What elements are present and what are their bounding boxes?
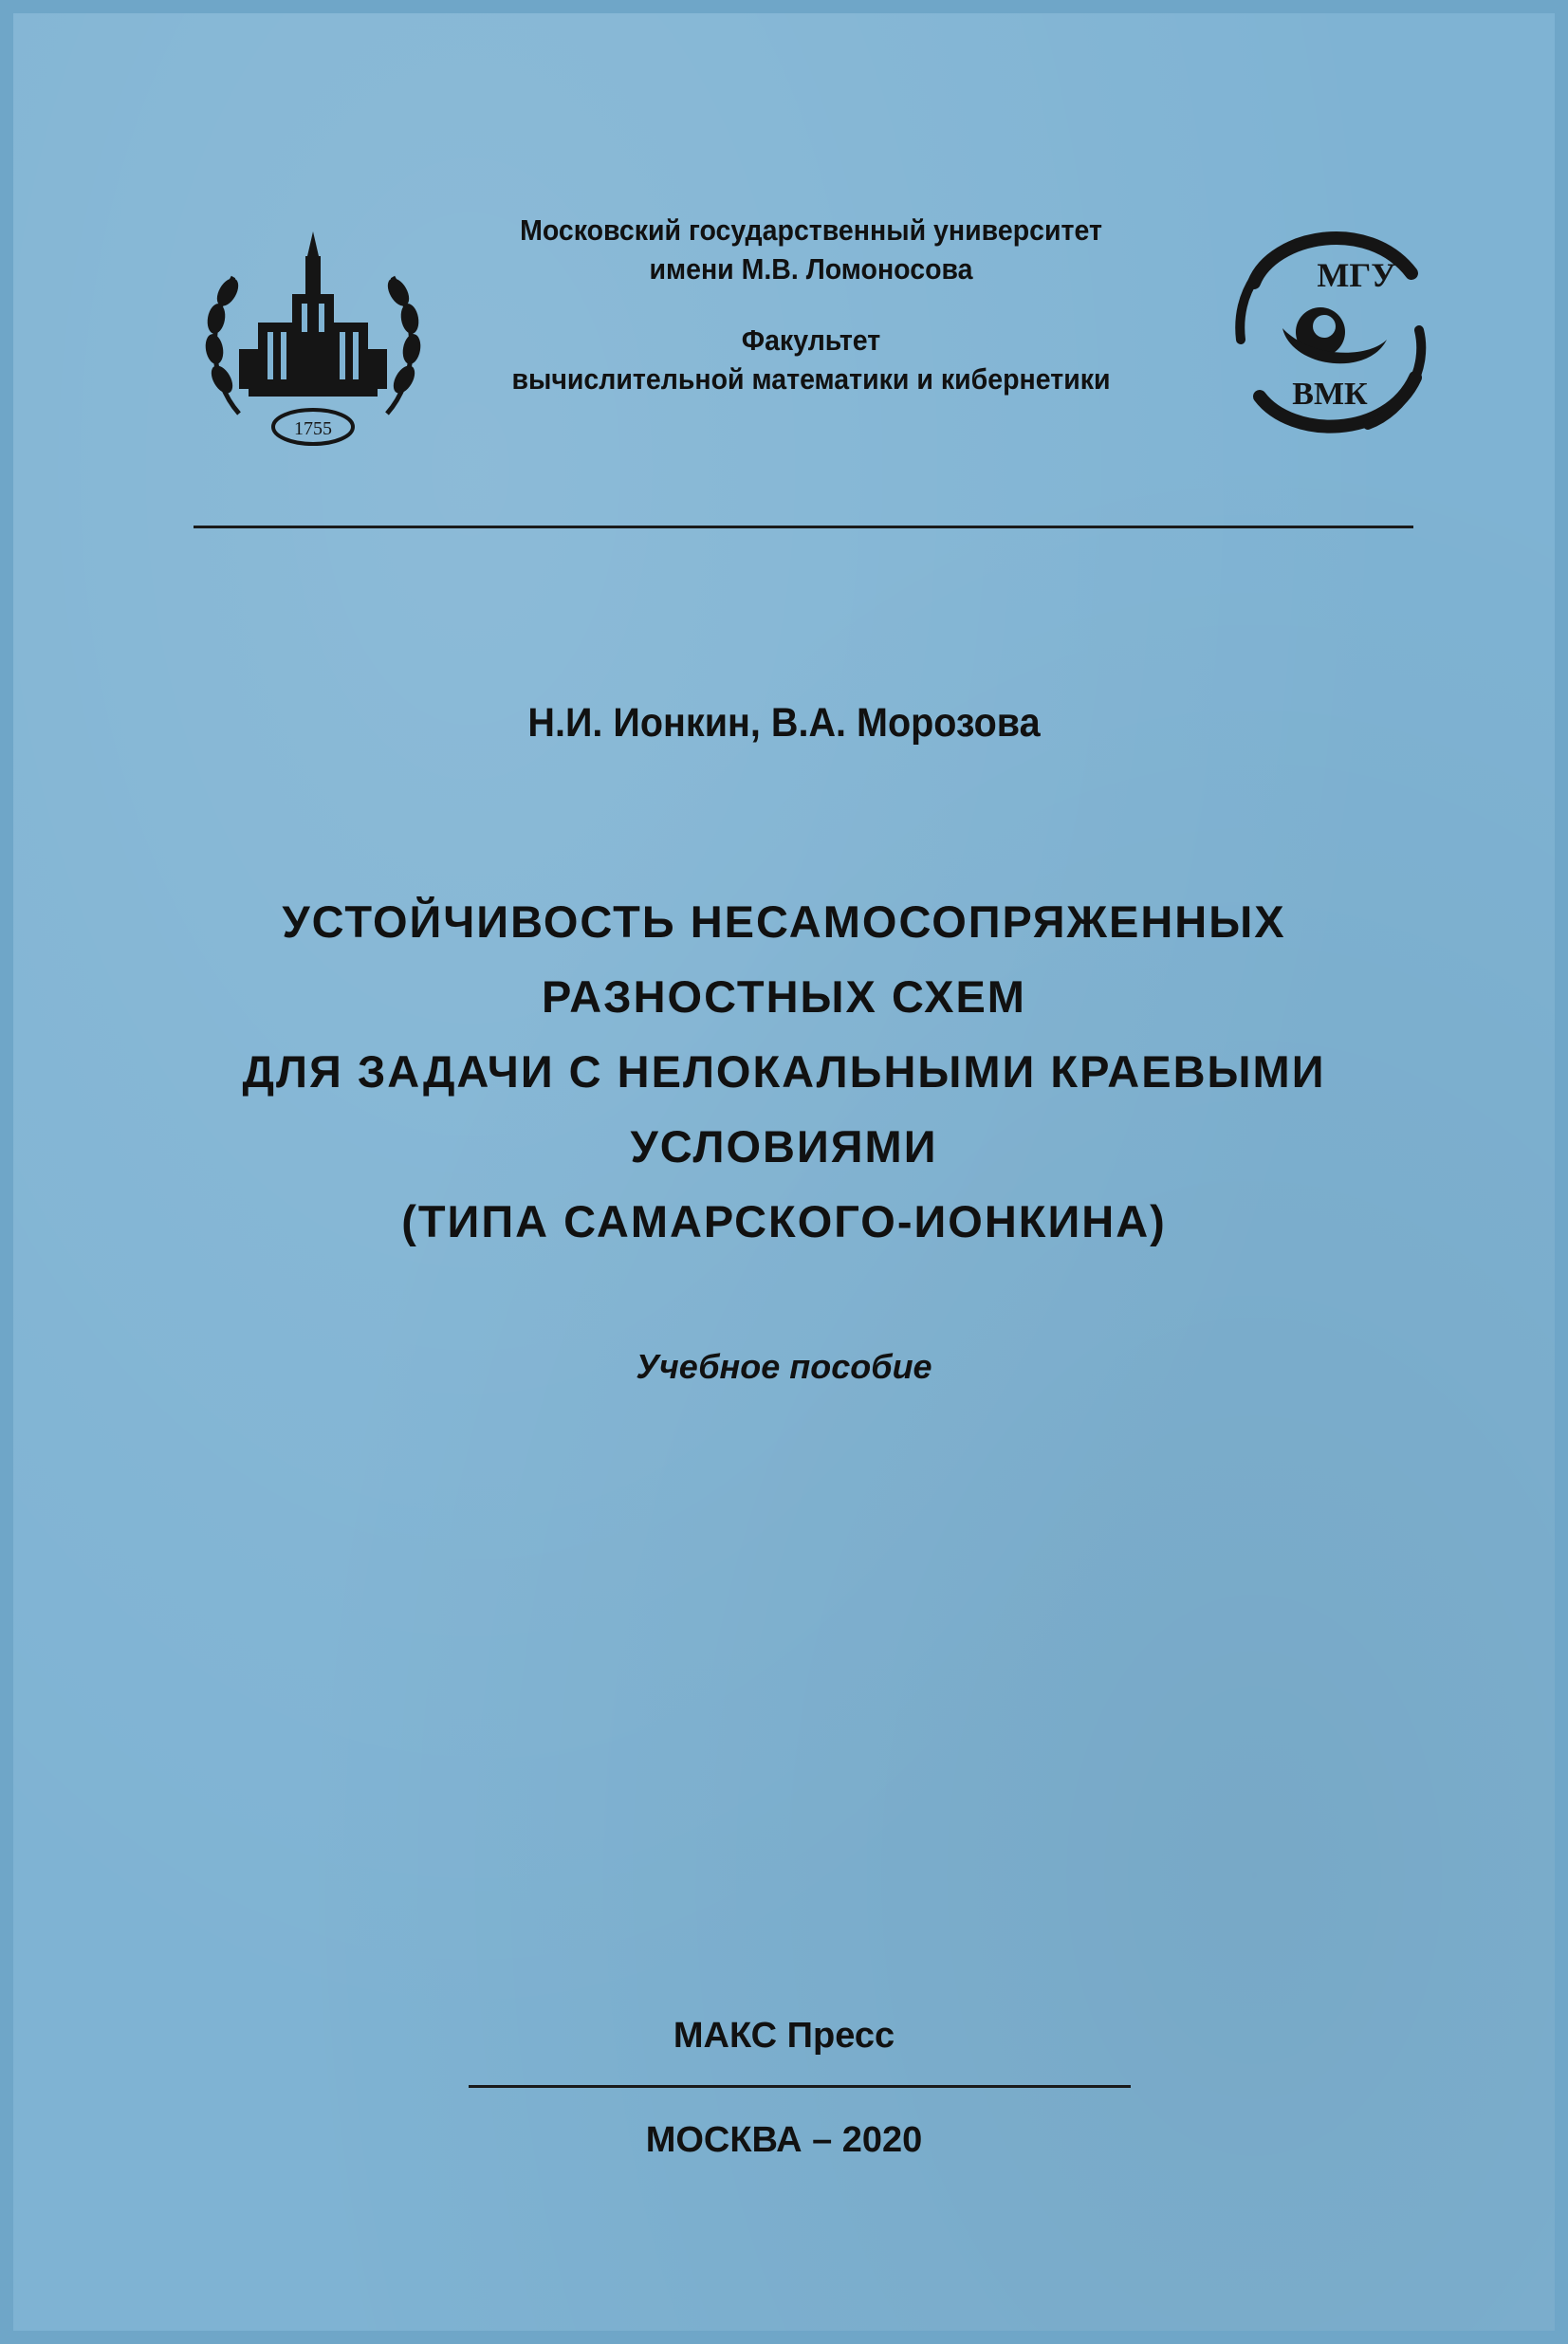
- faculty-line2: вычислительной математики и кибернетики: [511, 362, 1111, 396]
- institution-header: [475, 211, 1147, 398]
- university-name-line2: имени М.В. Ломоносова: [649, 252, 973, 286]
- book-title: [0, 884, 1568, 1259]
- title-line: (ТИПА САМАРСКОГО-ИОНКИНА): [401, 1196, 1167, 1246]
- title-line: УСЛОВИЯМИ: [630, 1121, 938, 1172]
- title-line: УСТОЙЧИВОСТЬ НЕСАМОСОПРЯЖЕННЫХ: [282, 896, 1286, 947]
- logo-top-text: МГУ: [1317, 256, 1396, 294]
- title-line: ДЛЯ ЗАДАЧИ С НЕЛОКАЛЬНЫМИ КРАЕВЫМИ: [242, 1046, 1326, 1097]
- city-year: МОСКВА – 2020: [645, 2120, 923, 2160]
- header-divider: [194, 526, 1413, 528]
- university-name-line1: Московский государственный университет: [520, 213, 1102, 247]
- vmk-logo-icon: [1226, 216, 1434, 448]
- faculty-line1: Факультет: [741, 323, 881, 357]
- msu-emblem-icon: [201, 228, 425, 452]
- authors: Н.И. Ионкин, В.А. Морозова: [527, 700, 1041, 746]
- title-line: РАЗНОСТНЫХ СХЕМ: [542, 971, 1026, 1022]
- book-subtitle: Учебное пособие: [636, 1347, 932, 1386]
- publisher: МАКС Пресс: [673, 2016, 895, 2056]
- logo-bottom-text: ВМК: [1292, 377, 1368, 412]
- emblem-year: 1755: [294, 418, 332, 439]
- footer-divider: [469, 2085, 1131, 2088]
